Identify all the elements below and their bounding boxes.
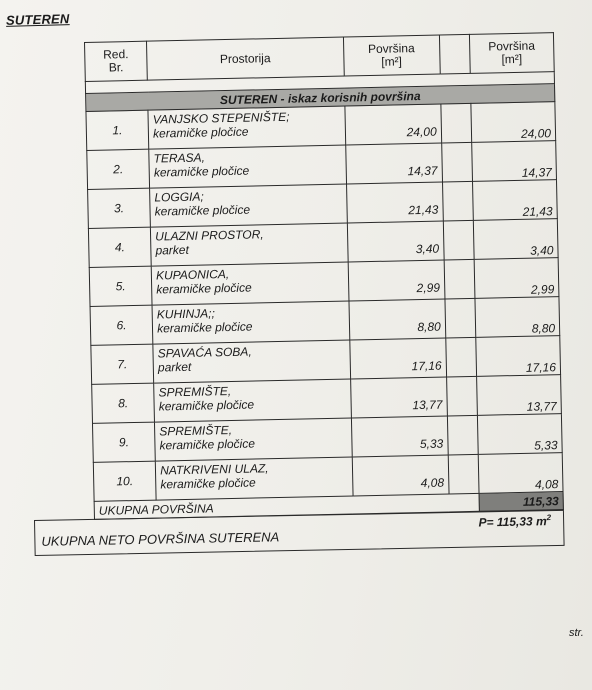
row-area-total: 14,37 — [471, 141, 556, 182]
row-area-total: 8,80 — [475, 297, 560, 338]
row-gap — [446, 376, 477, 416]
room-name: TERASA, — [153, 150, 206, 166]
room-finish: keramičke pločice — [158, 397, 255, 414]
row-number: 6. — [90, 305, 153, 345]
row-room — [154, 379, 351, 422]
header-red-br — [85, 41, 148, 81]
row-room — [155, 418, 352, 461]
row-area-total: 5,33 — [477, 414, 562, 455]
row-area-total: 24,00 — [471, 102, 556, 143]
room-name: ULAZNI PROSTOR, — [155, 227, 264, 244]
room-name: LOGGIA; — [154, 189, 204, 205]
row-number: 1. — [86, 110, 149, 150]
row-area-total: 21,43 — [472, 180, 557, 221]
net-area-value — [478, 513, 551, 529]
row-area-total: 4,08 — [478, 453, 563, 494]
header-povrsina-1 — [343, 35, 440, 76]
header-prostorija-label: Prostorija — [219, 50, 271, 66]
row-room — [155, 457, 352, 500]
row-number: 3. — [88, 188, 151, 228]
row-number: 5. — [89, 266, 152, 306]
row-area: 14,37 — [345, 143, 442, 184]
header-red-line2: Br. — [108, 60, 124, 75]
row-gap — [447, 415, 478, 455]
net-area-label: UKUPNA NETO POVRŠINA SUTERENA — [41, 529, 280, 549]
row-gap — [444, 259, 475, 299]
room-name: SPAVAĆA SOBA, — [157, 344, 252, 361]
section-title: SUTEREN - iskaz korisnih površina — [86, 84, 555, 112]
room-finish: keramičke pločice — [160, 475, 256, 492]
room-finish: parket — [157, 359, 192, 375]
row-gap — [448, 454, 479, 494]
row-room — [151, 262, 348, 305]
room-finish: keramičke pločice — [156, 280, 252, 297]
row-area: 24,00 — [344, 104, 441, 145]
row-area: 2,99 — [348, 260, 445, 301]
row-area: 3,40 — [347, 221, 444, 262]
total-gap — [449, 493, 479, 512]
net-area-unit-exponent: 2 — [546, 513, 552, 523]
row-room — [153, 340, 350, 383]
room-finish: keramičke pločice — [156, 319, 253, 336]
row-number: 8. — [92, 383, 155, 423]
room-name: VANJSKO STEPENIŠTE; — [152, 109, 290, 127]
header-prostorija — [147, 37, 344, 80]
row-number: 4. — [88, 227, 151, 267]
header-povrsina-2-line1: Površina — [488, 38, 536, 54]
row-area-total: 2,99 — [474, 258, 559, 299]
row-room — [152, 301, 349, 344]
header-povrsina-2 — [469, 33, 554, 74]
page-number-label: str. — [569, 627, 584, 639]
row-gap — [446, 337, 477, 377]
room-finish: keramičke pločice — [152, 124, 249, 141]
row-area: 4,08 — [352, 455, 449, 496]
room-finish: keramičke pločice — [154, 202, 251, 219]
room-name: SPREMIŠTE, — [158, 383, 232, 400]
row-area: 5,33 — [351, 416, 448, 457]
row-area: 13,77 — [350, 377, 447, 418]
row-area: 21,43 — [346, 182, 443, 223]
room-finish: keramičke pločice — [159, 436, 256, 453]
header-red-line1: Red. — [102, 47, 129, 62]
room-name: SPREMIŠTE, — [159, 422, 233, 439]
room-finish: keramičke pločice — [153, 163, 250, 180]
row-room — [150, 184, 347, 227]
header-povrsina-1-line2: [m²] — [381, 54, 403, 69]
header-empty-col — [439, 34, 470, 74]
row-area: 17,16 — [349, 338, 446, 379]
row-area: 8,80 — [349, 299, 446, 340]
room-finish: parket — [155, 242, 190, 258]
row-number: 7. — [91, 344, 154, 384]
row-number: 9. — [92, 422, 155, 462]
row-gap — [443, 220, 474, 260]
room-name: KUHINJA;; — [156, 306, 215, 322]
page-heading: SUTEREN — [5, 11, 70, 28]
row-area-total: 3,40 — [473, 219, 558, 260]
header-povrsina-2-line2: [m²] — [501, 51, 523, 67]
row-gap — [441, 142, 472, 182]
row-gap — [445, 298, 476, 338]
total-label: UKUPNA POVRŠINA — [94, 494, 449, 519]
room-name: NATKRIVENI ULAZ, — [159, 461, 269, 478]
row-area-total: 13,77 — [476, 375, 561, 416]
row-room — [151, 223, 348, 266]
row-gap — [442, 181, 473, 221]
room-name: KUPAONICA, — [155, 267, 230, 283]
net-area-number: P= 115,33 m — [478, 514, 547, 530]
row-number: 10. — [93, 461, 156, 501]
row-gap — [441, 103, 472, 143]
row-area-total: 17,16 — [476, 336, 561, 377]
row-room — [149, 145, 346, 188]
row-number: 2. — [87, 149, 150, 189]
header-povrsina-1-line1: Površina — [367, 41, 415, 57]
total-value: 115,33 — [479, 492, 564, 512]
row-room — [148, 106, 345, 149]
